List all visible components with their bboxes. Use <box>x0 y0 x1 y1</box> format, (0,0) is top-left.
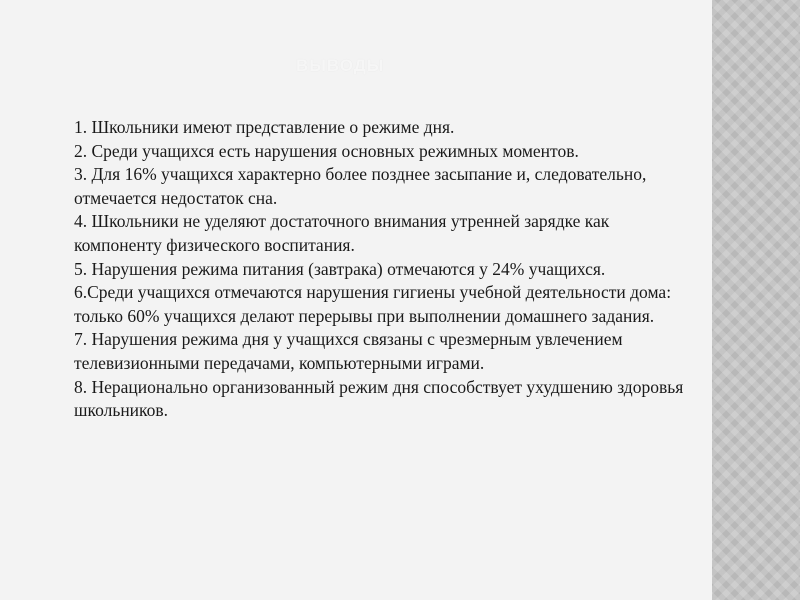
decorative-side-band <box>712 0 800 600</box>
conclusion-item-6: 6.Среди учащихся отмечаются нарушения гигиены учебной деятельности дома: только 60% учащихся делают перерывы при выполнении домашнего задания. <box>74 282 672 326</box>
conclusion-item-3: 3. Для 16% учащихся характерно более позднее засыпание и, следовательно, отмечается недостаток сна. <box>74 164 647 208</box>
conclusion-item-1: 1. Школьники имеют представление о режиме дня. <box>74 117 455 137</box>
conclusion-item-2: 2. Среди учащихся есть нарушения основных режимных моментов. <box>74 140 579 161</box>
conclusion-item-7: 7. Нарушения режима дня у учащихся связаны с чрезмерным увлечением телевизионными передачами, компьютерными играми. <box>74 329 623 373</box>
conclusion-item-4: 4. Школьники не уделяют достаточного внимания утренней зарядке как компоненту физического воспитания. <box>74 211 610 255</box>
conclusions-list <box>74 116 684 423</box>
conclusion-item-5: 5. Нарушения режима питания (завтрака) отмечаются у 24% учащихся. <box>74 258 606 279</box>
conclusion-item-8: 8. Нерационально организованный режим дня способствует ухудшению здоровья школьников. <box>74 376 684 421</box>
slide-title: ВЫВОДЫ <box>296 56 385 75</box>
